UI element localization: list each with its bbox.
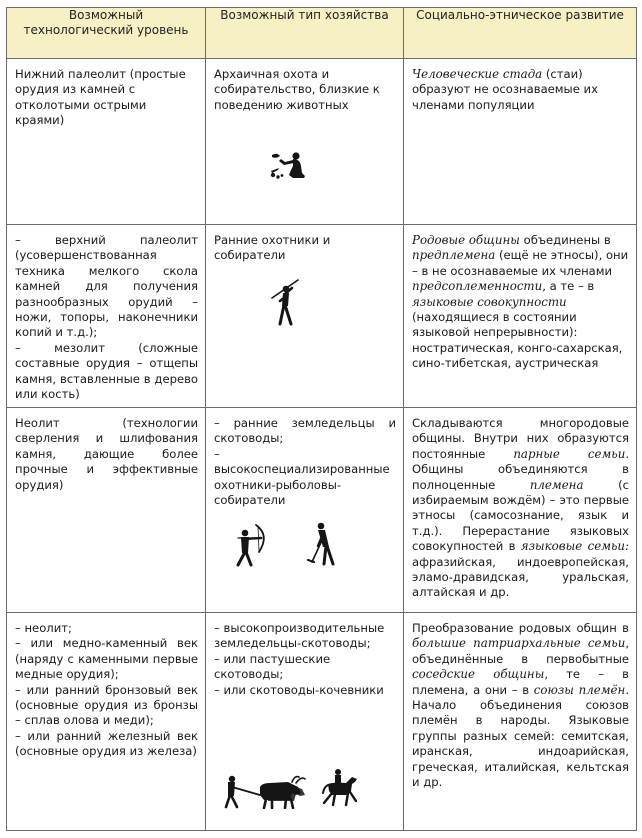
- economy-text: – высокопроизводительные земледельцы-скотоводы;: [214, 621, 385, 651]
- table-row: [7, 408, 637, 613]
- history-table: [6, 7, 637, 831]
- cell-economy: [206, 408, 404, 613]
- social-text-part: Преобразование родовых общин в: [412, 621, 629, 635]
- social-text-part: . Начало объединения союзов племён в народы. Языковые группы разных семей: семитская, иранская, индоарийская, греческая, италийская, кельтская и др.: [412, 682, 629, 790]
- economy-text: – ранние земледельцы и скотоводы;: [214, 416, 396, 446]
- cell-economy: [206, 59, 404, 225]
- tech-text: – верхний палеолит (усовершенствованная техника мелкого скола камней для получения разнообразных орудий – ножи, топоры, наконечники копий и т.д.);: [15, 233, 198, 340]
- cell-tech: [7, 613, 206, 831]
- social-text: [412, 233, 629, 372]
- cell-economy: [206, 225, 404, 408]
- cell-social: [404, 613, 637, 831]
- social-italic: союзы племён: [533, 682, 626, 697]
- economy-text: Архаичная охота и собирательство, близкие к поведению животных: [214, 67, 380, 112]
- social-text-part: (находящиеся в состоянии языковой непрерывности): ностратическая, конго-сахарская, сино-тибетская, аустрическая: [412, 310, 623, 371]
- social-italic: племена: [529, 477, 584, 492]
- social-text-part: (с избираемым вождём) – это первые этносы (самосознание, язык и т.д.). Перерастание языковых совокупностей в: [412, 477, 629, 554]
- tech-text: – мезолит (сложные составные орудия – отщепы камня, вставленные в дерево или кость): [15, 340, 198, 402]
- ox-plough-icon: [222, 773, 318, 809]
- economy-text: – или пастушеские скотоводы;: [214, 651, 331, 682]
- tech-text: – или ранний бронзовый век (основные орудия из бронзы – сплав олова и меди);: [15, 682, 198, 728]
- tech-text: – неолит;: [15, 621, 72, 635]
- header-economy: Возможный тип хозяйства: [206, 8, 404, 59]
- social-text: [412, 621, 629, 790]
- header-tech: Возможный технологический уровень: [7, 8, 206, 59]
- social-text-part: объединены в: [519, 233, 611, 247]
- social-text: [412, 67, 629, 113]
- cell-tech: [7, 408, 206, 613]
- social-text-part: (ещё не этносы), они – в не осознаваемые их членами: [412, 248, 629, 278]
- tech-text: – или ранний железный век (основные орудия из железа): [15, 728, 198, 759]
- header-social: Социально-этническое развитие: [404, 8, 637, 59]
- horse-rider-icon: [320, 767, 360, 807]
- cell-social: [404, 225, 637, 408]
- table-row: [7, 613, 637, 831]
- spear-hunter-icon: [270, 278, 300, 326]
- economy-text: – высокоспециализированные охотники-рыболовы-собиратели: [214, 446, 390, 508]
- social-text-part: Складываются многородовые общины. Внутри них образуются постоянные: [412, 416, 629, 461]
- header-row: [7, 8, 637, 59]
- social-text-part: афразийская, индоевропейская, эламо-дравидская, уральская, алтайская и др.: [412, 554, 629, 600]
- social-italic: Родовые общины: [412, 233, 520, 247]
- tech-text: Нижний палеолит (простые орудия из камней с отколотыми острыми краями): [15, 67, 186, 128]
- social-text-part: , те – в племена, а они – в: [412, 667, 630, 697]
- social-text-part: . Общины объединяются в полноценные: [412, 446, 629, 492]
- table-row: [7, 225, 637, 408]
- archer-icon: [232, 521, 272, 567]
- hoe-farmer-icon: [304, 520, 336, 566]
- social-italic: Человеческие стада: [412, 67, 543, 81]
- social-italic: соседские общины: [412, 667, 545, 682]
- social-italic: предсоплеменности: [412, 279, 543, 294]
- social-italic: языковые семьи:: [520, 539, 629, 554]
- tech-text: Неолит (технологии сверления и шлифования камня, дающие более прочные и эффективные орудия): [15, 416, 198, 492]
- cell-economy: [206, 613, 404, 831]
- economy-text: Ранние охотники и собиратели: [214, 233, 331, 263]
- table-row: [7, 59, 637, 225]
- social-text-part: , объединённые в первобытные: [412, 636, 629, 666]
- economy-text: – или скотоводы-кочевники: [214, 682, 384, 697]
- social-italic: языковые совокупности: [412, 294, 567, 309]
- cell-social: [404, 59, 637, 225]
- cell-social: [404, 408, 637, 613]
- social-italic: предплемена: [412, 248, 496, 263]
- tech-text: – или медно-каменный век (наряду с каменными первые медные орудия);: [15, 636, 198, 682]
- crouching-gatherer-icon: [269, 151, 309, 179]
- social-italic: парные семьи: [513, 446, 626, 461]
- cell-tech: [7, 225, 206, 408]
- social-text: [412, 416, 629, 601]
- social-text-part: , а те – в: [542, 279, 595, 294]
- social-italic: большие патриархальные семьи: [412, 636, 626, 651]
- cell-tech: [7, 59, 206, 225]
- social-text-part: (стаи) образуют не осознаваемые их членами популяции: [412, 67, 598, 112]
